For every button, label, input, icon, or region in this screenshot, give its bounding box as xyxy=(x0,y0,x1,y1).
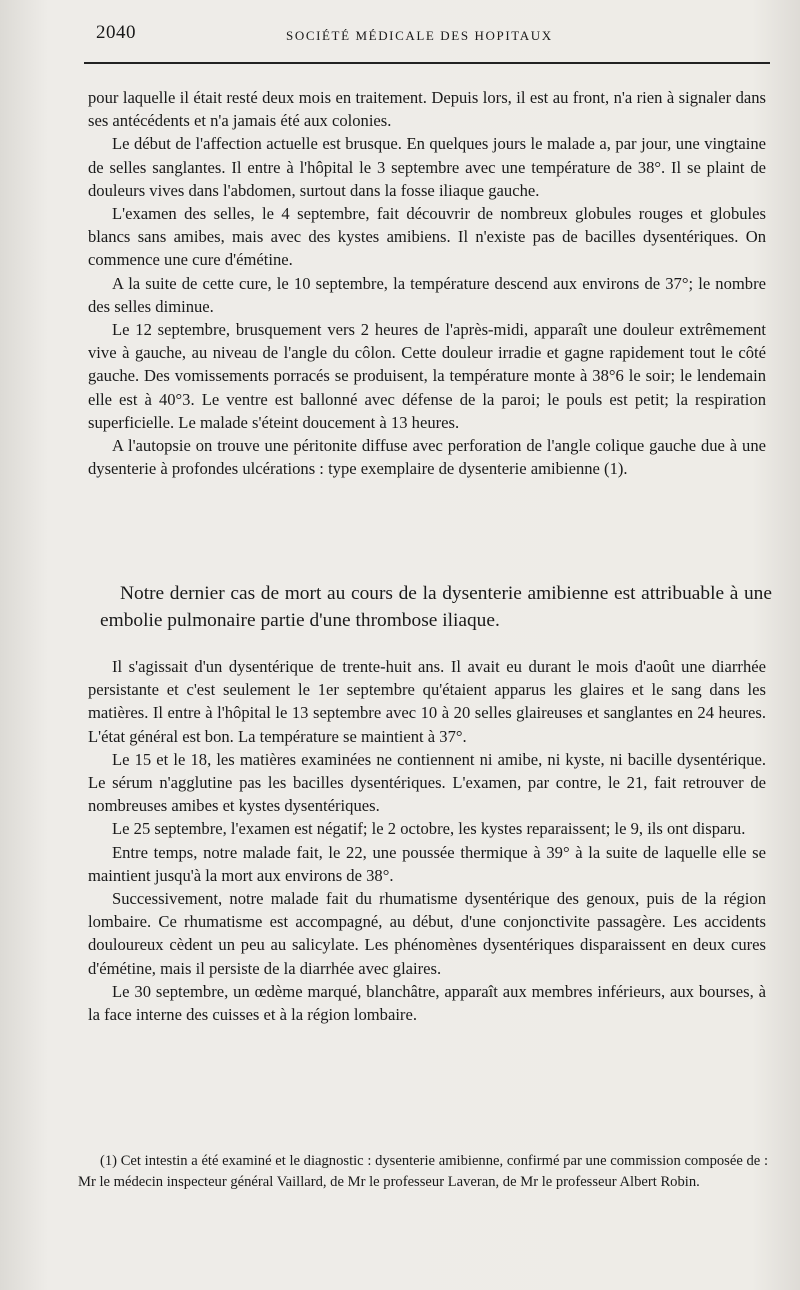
footnotes xyxy=(78,1151,768,1193)
page-number: 2040 xyxy=(96,22,136,43)
second-case-block xyxy=(88,655,766,1026)
paragraph: Le 25 septembre, l'examen est négatif; le 2 octobre, les kystes reparaissent; le 9, ils ont disparu. xyxy=(112,819,746,839)
paragraph: Le 30 septembre, un œdème marqué, blanchâtre, apparaît aux membres inférieurs, aux bourses, à la face interne des cuisses et à la région lombaire. xyxy=(88,981,766,1025)
paragraph: Le 15 et le 18, les matières examinées ne contiennent ni amibe, ni kyste, ni bacille dysentérique. Le sérum n'agglutine pas les bacilles dysentériques. L'examen, par contre, le 21, fait retrouver de nombreuses amibes et kystes dysentériques. xyxy=(88,749,766,816)
paragraph: L'examen des selles, le 4 septembre, fait découvrir de nombreux globules rouges et globules blancs sans amibes, mais avec des kystes amibiens. Il n'existe pas de bacilles dysentériques. On commence une cure d'émétine. xyxy=(88,204,766,270)
paragraph: Il s'agissait d'un dysentérique de trente-huit ans. Il avait eu durant le mois d'août une diarrhée persistante et c'est seulement le 1er septembre qu'étaient apparus les glaires et le sang dans les matières. Il entre à l'hôpital le 13 septembre avec 10 à 20 selles glaireuses et sanglantes en 24 heures. L'état général est bon. La température se maintient à 37°. xyxy=(88,657,766,746)
paragraph: A la suite de cette cure, le 10 septembre, la température descend aux environs de 37°; le nombre des selles diminue. xyxy=(88,273,766,316)
page-header xyxy=(96,20,768,54)
paragraph: Entre temps, notre malade fait, le 22, une poussée thermique à 39° à la suite de laquelle elle se maintient jusqu'à la mort aux environs de 38°. xyxy=(88,842,766,885)
section-heading: Notre dernier cas de mort au cours de la dysenterie amibienne est attribuable à une embolie pulmonaire partie d'une thrombose iliaque. xyxy=(100,583,772,631)
running-title: SOCIÉTÉ MÉDICALE DES HOPITAUX xyxy=(286,28,553,43)
case-description-block xyxy=(88,86,766,480)
paragraph: Successivement, notre malade fait du rhumatisme dysentérique des genoux, puis de la région lombaire. Ce rhumatisme est accompagné, au début, d'une conjonctivite passagère. Les accidents douloureux cèdent un peu au salicylate. Les phénomènes dysentériques disparaissent en deux cures d'émétine, mais il persiste de la diarrhée avec glaires. xyxy=(88,889,766,978)
paragraph: Le 12 septembre, brusquement vers 2 heures de l'après-midi, apparaît une douleur extrêmement vive à gauche, au niveau de l'angle du côlon. Cette douleur irradie et gagne rapidement tout le côté gauche. Des vomissements porracés se produisent, la température monte à 38°6 le soir; le lendemain elle est à 40°3. Le ventre est ballonné avec défense de la paroi; le pouls est petit; la respiration superficielle. Le malade s'éteint doucement à 13 heures. xyxy=(88,320,766,432)
paragraph: pour laquelle il était resté deux mois en traitement. Depuis lors, il est au front, n'a rien à signaler dans ses antécédents et n'a jamais été aux colonies. xyxy=(88,88,766,131)
paragraph: Le début de l'affection actuelle est brusque. En quelques jours le malade a, par jour, une vingtaine de selles sanglantes. Il entre à l'hôpital le 3 septembre avec une température de 38°. Il se plaint de douleurs vives dans l'abdomen, surtout dans la fosse iliaque gauche. xyxy=(88,134,766,200)
header-rule xyxy=(84,62,770,64)
footnote: (1) Cet intestin a été examiné et le diagnostic : dysenterie amibienne, confirmé par une commission composée de : Mr le médecin inspecteur général Vaillard, de Mr le professeur Laveran, de Mr le professeur Albert Robin. xyxy=(78,1153,768,1190)
paragraph: A l'autopsie on trouve une péritonite diffuse avec perforation de l'angle colique gauche due à une dysenterie à profondes ulcérations : type exemplaire de dysenterie amibienne (1). xyxy=(88,436,766,479)
